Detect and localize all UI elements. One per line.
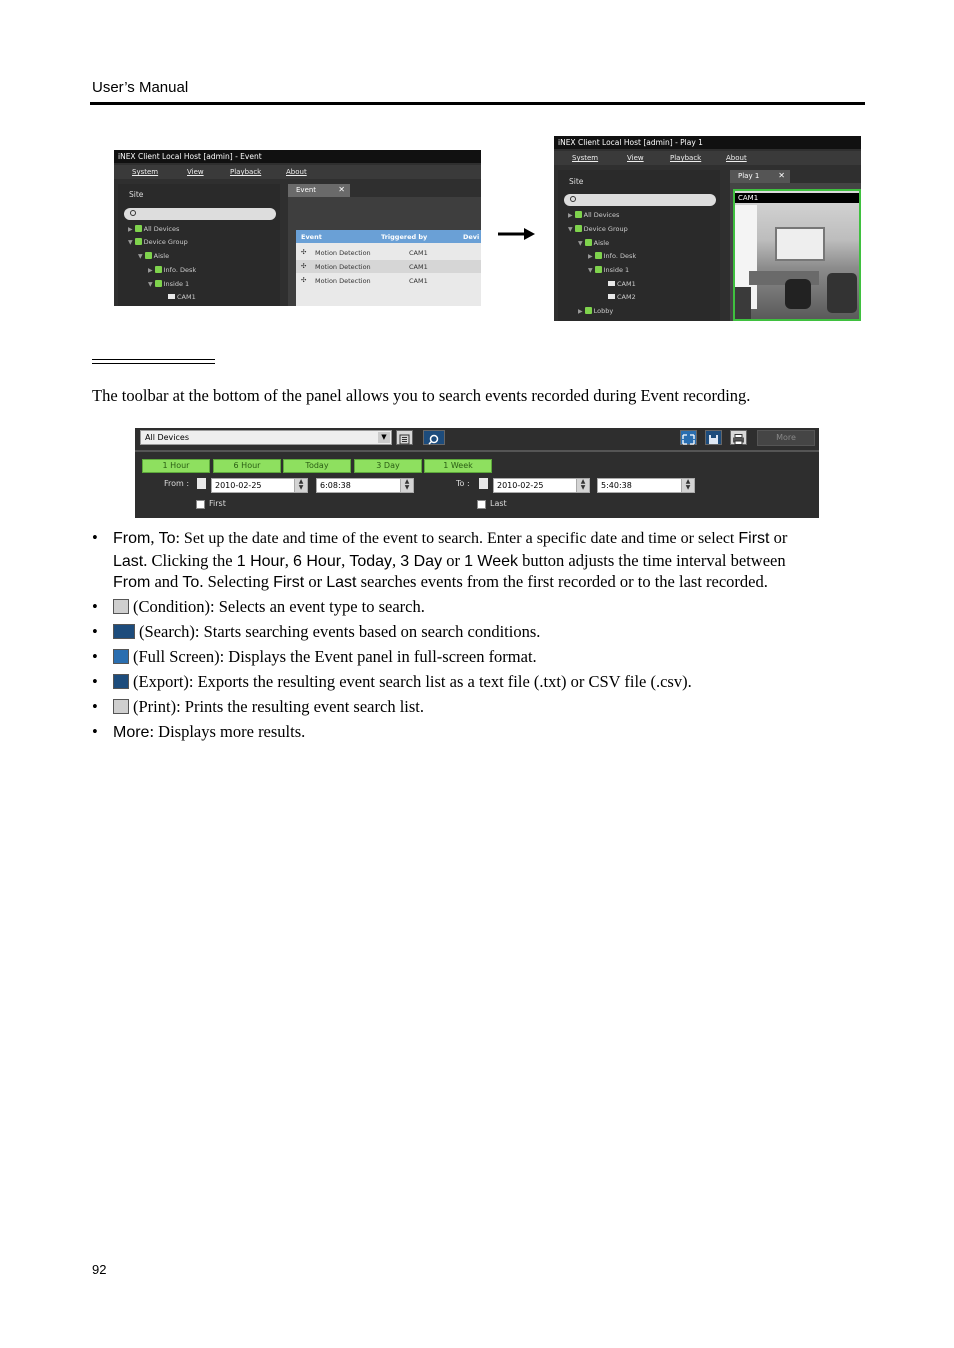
- table-row[interactable]: ✣ Motion Detection CAM1: [301, 248, 428, 257]
- office-chair: [827, 273, 857, 313]
- save-icon: [113, 674, 129, 689]
- site-search-input[interactable]: [564, 194, 716, 206]
- site-panel: [118, 184, 280, 306]
- site-panel: [558, 170, 720, 321]
- page-number: 92: [92, 1262, 107, 1277]
- section-heading-rule: [92, 363, 215, 364]
- tree-item[interactable]: ▶ All Devices: [568, 211, 620, 219]
- first-label: First: [209, 499, 226, 508]
- motion-icon: ✣: [301, 276, 307, 284]
- office-chair: [735, 287, 751, 319]
- tree-item[interactable]: ▼ Inside 1: [148, 280, 190, 288]
- search-button[interactable]: [423, 430, 445, 445]
- tree-item[interactable]: ▶ All Devices: [128, 225, 180, 233]
- event-list-header: [296, 230, 481, 243]
- event-panel-screenshot: [114, 150, 481, 306]
- list-item-continuation: Last. Clicking the 1 Hour, 6 Hour, Today, 3 Day or 1 Week button adjusts the time interval between: [113, 551, 786, 570]
- camera-label: CAM1: [738, 194, 759, 202]
- group-icon: [585, 307, 592, 314]
- section-heading-rule: [92, 359, 215, 360]
- camera-icon: [608, 294, 615, 299]
- event-search-toolbar-screenshot: [135, 428, 819, 518]
- range-6-hour-button[interactable]: 6 Hour: [213, 459, 281, 473]
- from-date-field[interactable]: 2010-02-25: [211, 478, 295, 493]
- range-today-button[interactable]: Today: [283, 459, 351, 473]
- search-icon: [424, 433, 444, 446]
- tree-item[interactable]: ▼ Aisle: [138, 252, 170, 260]
- first-checkbox[interactable]: [196, 500, 205, 509]
- search-icon: [570, 196, 576, 202]
- list-item: (Search): Starts searching events based on search conditions.: [113, 622, 540, 642]
- printer-icon: [731, 433, 746, 446]
- calendar-icon[interactable]: [479, 478, 488, 489]
- window-title: iNEX Client Local Host [admin] - Play 1: [554, 136, 861, 149]
- tree-item[interactable]: ▼ Device Group: [128, 238, 188, 246]
- menu-view[interactable]: View: [627, 154, 644, 162]
- range-1-week-button[interactable]: 1 Week: [424, 459, 492, 473]
- from-date-stepper[interactable]: ▲ ▼: [294, 478, 308, 493]
- menu-playback[interactable]: Playback: [230, 168, 262, 176]
- column-triggered-by[interactable]: Triggered by: [381, 233, 428, 241]
- menu-about[interactable]: About: [286, 168, 307, 176]
- export-button[interactable]: [705, 430, 722, 445]
- site-search-input[interactable]: [124, 208, 276, 220]
- range-3-day-button[interactable]: 3 Day: [354, 459, 422, 473]
- camera-icon: [608, 281, 615, 286]
- site-label: Site: [569, 177, 584, 186]
- device-icon: [135, 225, 142, 232]
- bullet: •: [92, 528, 98, 547]
- fullscreen-icon: [681, 433, 696, 446]
- list-item-continuation: From and To. Selecting First or Last searches events from the first recorded or to the last recorded.: [113, 572, 768, 591]
- toolbar-divider: [135, 450, 819, 452]
- list-item: (Full Screen): Displays the Event panel in full-screen format.: [113, 647, 537, 667]
- condition-icon: [113, 599, 129, 614]
- office-window: [775, 227, 825, 261]
- full-screen-button[interactable]: [680, 430, 697, 445]
- more-button[interactable]: More: [757, 430, 815, 446]
- bullet: •: [92, 697, 98, 716]
- range-1-hour-button[interactable]: 1 Hour: [142, 459, 210, 473]
- bullet: •: [92, 597, 98, 616]
- tree-item[interactable]: ▶ Info. Desk: [148, 266, 197, 274]
- tree-item[interactable]: ▼ Inside 1: [588, 266, 630, 274]
- site-label: Site: [129, 190, 144, 199]
- device-icon: [155, 266, 162, 273]
- motion-icon: ✣: [301, 248, 307, 256]
- intro-paragraph: The toolbar at the bottom of the panel allows you to search events recorded during Event recording.: [92, 386, 751, 405]
- menu-system[interactable]: System: [572, 154, 599, 162]
- condition-button[interactable]: [396, 430, 413, 445]
- bullet: •: [92, 622, 98, 641]
- from-time-field[interactable]: 6:08:38: [316, 478, 402, 493]
- event-list: [296, 230, 481, 306]
- group-icon: [135, 238, 142, 245]
- list-item: (Condition): Selects an event type to search.: [113, 597, 425, 617]
- printer-icon: [113, 699, 129, 714]
- bullet: •: [92, 672, 98, 691]
- fullscreen-icon: [113, 649, 129, 664]
- search-icon: [130, 210, 136, 216]
- to-date-stepper[interactable]: ▲ ▼: [576, 478, 590, 493]
- tree-item[interactable]: ▶ Info. Desk: [588, 252, 637, 260]
- device-icon: [575, 211, 582, 218]
- tab-play-1[interactable]: Play 1 ✕: [730, 170, 790, 183]
- camera-view[interactable]: [733, 189, 861, 321]
- to-time-stepper[interactable]: ▲ ▼: [681, 478, 695, 493]
- window-title: iNEX Client Local Host [admin] - Event: [114, 150, 481, 163]
- tree-item[interactable]: ▼ Aisle: [578, 239, 610, 247]
- device-select-value: All Devices: [145, 433, 189, 442]
- group-icon: [585, 239, 592, 246]
- tab-event[interactable]: Event ✕: [288, 184, 350, 197]
- tree-item[interactable]: ▼ Device Group: [568, 225, 628, 233]
- right-arrow-icon: [498, 226, 536, 242]
- device-icon: [595, 252, 602, 259]
- from-label: From :: [164, 479, 190, 488]
- search-icon: [113, 624, 135, 639]
- tree-item[interactable]: CAM2: [606, 293, 636, 301]
- table-row[interactable]: ✣ Motion Detection CAM1: [296, 260, 481, 273]
- last-label: Last: [490, 499, 507, 508]
- print-button[interactable]: [730, 430, 747, 445]
- menu-about[interactable]: About: [726, 154, 747, 162]
- to-label: To :: [456, 479, 470, 488]
- bullet: •: [92, 722, 98, 741]
- bullet: •: [92, 647, 98, 666]
- column-event[interactable]: Event: [301, 233, 322, 241]
- play-panel-screenshot: [554, 136, 861, 321]
- device-icon: [155, 280, 162, 287]
- tree-item[interactable]: CAM1: [166, 293, 196, 301]
- list-item: (Export): Exports the resulting event search list as a text file (.txt) or CSV file (.csv).: [113, 672, 692, 692]
- last-checkbox[interactable]: [477, 500, 486, 509]
- group-icon: [145, 252, 152, 259]
- menu-system[interactable]: System: [132, 168, 159, 176]
- list-item: From, To: Set up the date and time of the event to search. Enter a specific date and time or select First or: [113, 528, 788, 547]
- to-time-field[interactable]: 5:40:38: [597, 478, 683, 493]
- group-icon: [575, 225, 582, 232]
- menu-bar: [554, 151, 861, 165]
- list-item: (Print): Prints the resulting event search list.: [113, 697, 424, 717]
- list-item: More: Displays more results.: [113, 722, 306, 741]
- device-icon: [595, 266, 602, 273]
- close-icon[interactable]: ✕: [778, 171, 785, 180]
- tree-item[interactable]: CAM1: [606, 280, 636, 288]
- device-select[interactable]: [140, 430, 392, 445]
- camera-icon: [168, 294, 175, 299]
- menu-view[interactable]: View: [187, 168, 204, 176]
- table-row[interactable]: ✣ Motion Detection CAM1: [301, 276, 428, 285]
- column-device[interactable]: Devi: [463, 233, 480, 241]
- save-icon: [706, 433, 721, 446]
- menu-bar: [114, 165, 481, 179]
- condition-icon: [397, 433, 412, 446]
- chevron-down-icon[interactable]: ▼: [378, 432, 390, 443]
- from-time-stepper[interactable]: ▲ ▼: [400, 478, 414, 493]
- header-rule: [90, 102, 865, 105]
- menu-playback[interactable]: Playback: [670, 154, 702, 162]
- motion-icon: ✣: [301, 262, 307, 270]
- close-icon[interactable]: ✕: [338, 185, 345, 194]
- to-date-field[interactable]: 2010-02-25: [493, 478, 577, 493]
- calendar-icon[interactable]: [197, 478, 206, 489]
- office-chair: [785, 279, 811, 309]
- tree-item[interactable]: ▶ Lobby: [578, 307, 614, 315]
- running-header: User’s Manual: [92, 79, 189, 96]
